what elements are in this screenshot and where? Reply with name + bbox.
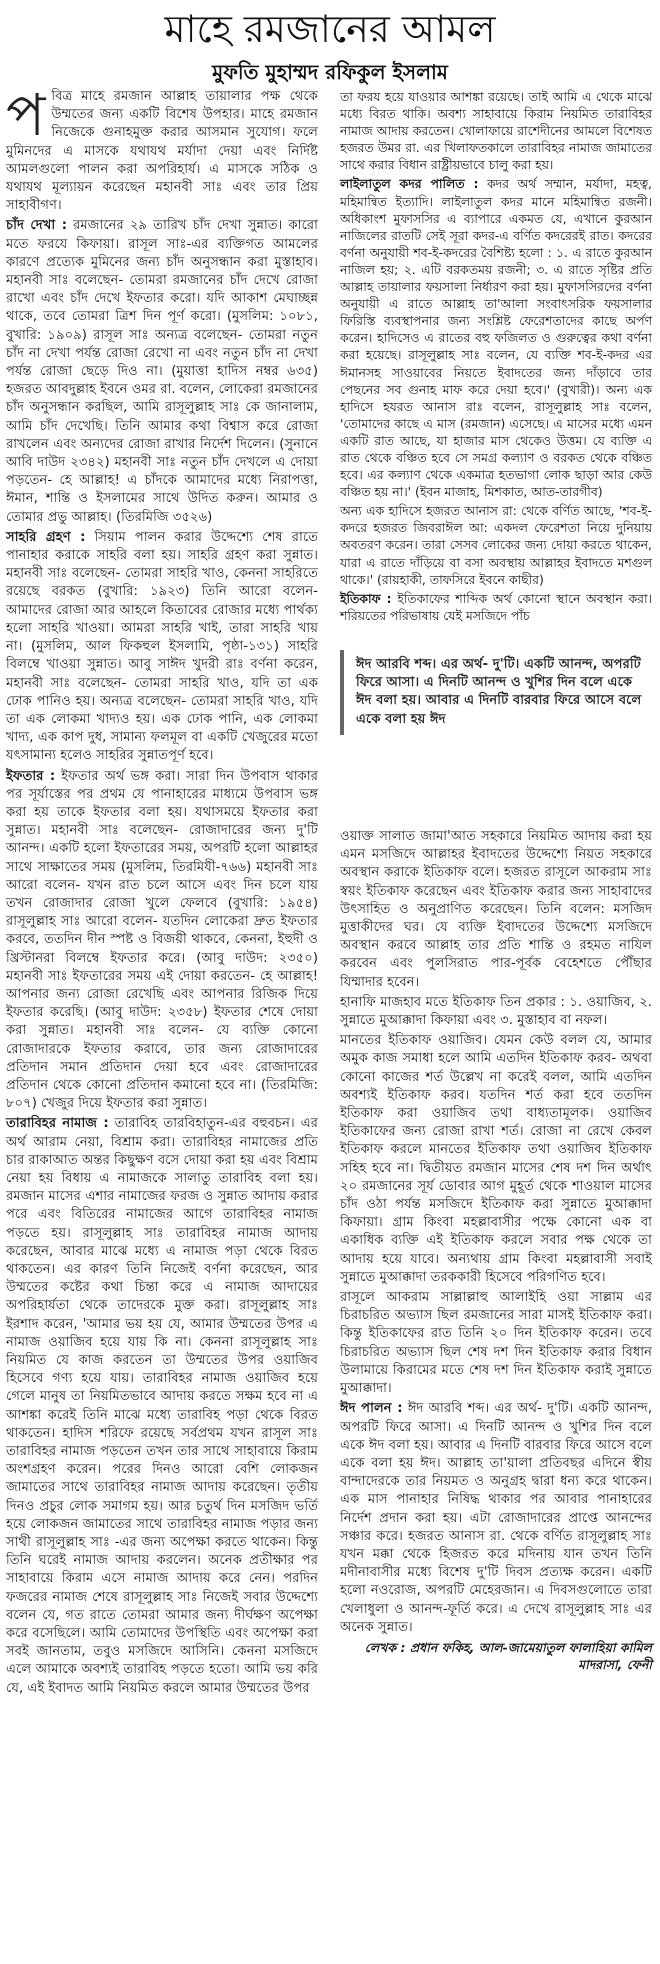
- taraweeh-continuation: তা ফরয হয়ে যাওয়ার আশঙ্কা রয়েছে। তাই আমি এ থেকে মাঝে মধ্যে বিরত থাকি। অবশ্য সাহাবায়ে কিরাম নিয়মিত তারাবিহর নামাজ আদায় করতেন। খোলাফায়ে রাশেদীনের আমলে বিশেষত হজরত উমর রা. এর খিলাফতকালে তারাবিহর নামাজ জামাতের সাথে করার বিধান রাষ্ট্রীয়ভাবে চালু করা হয়।: [340, 89, 652, 173]
- section-itikaf: [340, 590, 652, 624]
- right-column-upper: [340, 88, 652, 626]
- author-label: লেখক :: [364, 1639, 406, 1655]
- author-byline: মুফতি মুহাম্মদ রফিকুল ইসলাম: [212, 60, 448, 84]
- section-sehri-heading: সাহরি গ্রহণ :: [6, 529, 86, 545]
- section-qadr: [340, 175, 652, 500]
- section-moon-body: রমজানের ২৯ তারিখ চাঁদ দেখা সুন্নাত। কারো মতে ফরযে কিফায়া। রাসূল সাঃ-এর ব্যক্তিগত আমলের কারণে প্রত্যেক মুমিনের জন্য চাঁদ অনুসন্ধান করা মুস্তাহাব। মহানবী সাঃ বলেছেন- তোমরা রমজানের চাঁদ দেখে রোজা রাখো এবং চাঁদ দেখে ইফতার করো। যদি আকাশ মেঘাচ্ছন্ন থাকে, তবে তোমরা ত্রিশ দিন পূর্ণ করো। (মুসলিম: ১০৮১, বুখারি: ১৯০৯) রাসূল সাঃ অন্যত্র বলেছেন- তোমরা নতুন চাঁদ না দেখা পর্যন্ত রোজা রেখো না এবং নতুন চাঁদ না দেখা পর্যন্ত রোজা ছেড়ে দিও না। (মুয়াত্তা হাদিস নম্বর ৬৩৫) হজরত আবদুল্লাহ ইবনে ওমর রা. বলেন, লোকেরা রমজানের চাঁদ অনুসন্ধান করছিল, আমি রাসূলুল্লাহ সাঃ কে জানালাম, আমি চাঁদ দেখেছি। তিনি আমার কথা বিশ্বাস করে রোজা রাখলেন এবং অন্যদের রোজা রাখার নির্দেশ দিলেন। (সুনানে আবি দাউদ ২৩৪২) মহানবী সাঃ নতুন চাঁদ দেখলে এ দোয়া পড়তেন- হে আল্লাহ! এ চাঁদকে আমাদের মধ্যে নিরাপত্তা, ঈমান, শান্তি ও ইসলামের সাথে উদিত করুন। আমার ও তোমার প্রভু আল্লাহ। (তিরমিজি ৩৫২৬): [6, 218, 318, 525]
- section-iftar-body: ইফতার অর্থ ভঙ্গ করা। সারা দিন উপবাস থাকার পর সূর্যাস্তের পর প্রথম যে পানাহারের মাধ্যমে উপবাস ভঙ্গ করা হয় তাকে ইফতার বলা হয়। যথাসময়ে ইফতার করা সুন্নাত। মহানবী সাঃ বলেছেন- রোজাদারের জন্য দু'টি আনন্দ। একটি হলো ইফতারের সময়, অপরটি হলো আল্লাহর সাথে সাক্ষাতের সময় (মুসলিম, তিরমিযী-৭৬৬) মহানবী সাঃ আরো বলেন- যখন রাত চলে আসে এবং দিন চলে যায় তখন রোজাদার রোজা খুলে ফেলবে (বুখারি: ১৯৫৪) রাসূলুল্লাহ সাঃ আরো বলেন- যতদিন লোকেরা দ্রুত ইফতার করবে, ততদিন দীন স্পষ্ট ও বিজয়ী থাকবে, কেননা, ইহুদী ও খ্রিস্টানরা বিলম্বে ইফতার করে। (আবু দাউদ: ২৩৫০) মহানবী সাঃ ইফতারের সময় এই দোয়া করতেন- হে আল্লাহ! আপনার জন্য রোজা রেখেছি এবং আপনার রিজিক দিয়ে ইফতার করেছি। (আবু দাউদ: ২৩৫৮) ইফতার শেষে দোয়া করা সুন্নাত। মহানবী সাঃ বলেন- যে ব্যক্তি কোনো রোজাদারকে ইফতার করাবে, তার জন্য রোজাদারের প্রতিদান সমান প্রতিদান দেয়া হবে এবং রোজাদারের প্রতিদান থেকে কোনো প্রতিদান কমানো হবে না। (তিরমিজি: ৮০৭) খেজুর দিয়ে ইফতার করা সুন্নাত।: [6, 768, 318, 1112]
- section-taraweeh: [6, 1115, 318, 1698]
- section-itikaf-body: ইতিকাফের শাব্দিক অর্থ কোনো স্থানে অবস্থান করা। শরিয়তের পরিভাষায় যেই মসজিদে পাঁচ: [340, 590, 653, 623]
- itikaf-lower-2: হানাফি মাজহাব মতে ইতিকাফ তিন প্রকার : ১. ওয়াজিব, ২. সুন্নাতে মুআক্কাদা কিফায়া এবং ৩. মুস্তাহাব বা নফল।: [340, 994, 652, 1029]
- section-qadr-heading: লাইলাতুল কদর পালিত :: [340, 176, 479, 192]
- section-qadr-body: কদর অর্থ সম্মান, মর্যাদা, মহত্ব, মহিমান্বিত ইত্যাদি। লাইলাতুল কদর মানে মহিমান্বিত রজনী। অধিকাংশ মুফাসসির এ ব্যাপারে একমত যে, এখানে কুরআন নাজিলের রাতটি সেই সূরা কদর-এ বর্ণিত কদরেরই রাত। কদরের বর্ণনা অনুযায়ী শব-ই-কদরের বৈশিষ্ট্য হলো : ১. এ রাতে কুরআন নাজিল হয়; ২. এটি বরকতময় রজনী; ৩. এ রাতে সৃষ্টির প্রতি আল্লাহ তায়ালার ফয়সালা নির্ধারণ করা হয়। মুফাসসিরদের বর্ণনা অনুযায়ী এ রাতে আল্লাহ তা'আলা সংবাৎসরিক ফয়সালার ফিরিস্তি ব্যবস্থাপনার জন্য সংশ্লিষ্ট ফেরেশতাদের কাছে অর্পণ করেন। হাদিসেও এ রাতের বহু ফজিলত ও গুরুত্বের কথা বর্ণনা করা হয়েছে। রাসূলুল্লাহ সাঃ বলেন, যে ব্যক্তি শব-ই-কদর এর ঈমানসহ সাওয়াবের নিয়তে ইবাদতের জন্য দাঁড়াবে তার পেছনের সব গুনাহ মাফ করে দেয়া হবে।' (বুখারী)। অন্য এক হাদিসে হযরত আনাস রাঃ বলেন, রাসূলুল্লাহ সাঃ বলেন, 'তোমাদের কাছে এ মাস (রমজান) এসেছে। এ মাসের মধ্যে এমন একটি রাত আছে, যা হাজার মাস থেকেও উত্তম। যে ব্যক্তি এ রাত থেকে বঞ্চিত হবে সে সমগ্র কল্যাণ ও বরকত থেকে বঞ্চিত হবে। এর কল্যাণ থেকে একমাত্র হতভাগা লোক ছাড়া আর কেউ বঞ্চিত হয় না।' (ইবন মাজাহ, মিশকাত, আত-তারগীব): [340, 176, 652, 500]
- section-sehri-body: সিয়াম পালন করার উদ্দেশ্যে শেষ রাতে পানাহার করাকে সাহরি বলা হয়। সাহরি গ্রহণ করা সুন্নাত। মহানবী সাঃ বলেছেন- তোমরা সাহরি খাও, কেননা সাহরিতে রয়েছে বরকত (বুখারি: ১৯২৩) তিনি আরো বলেন- আমাদের রোজা আর আহলে কিতাবের রোজার মধ্যে পার্থক্য হলো সাহরি খাওয়া। আমরা সাহরি খাই, তারা সাহরি খায় না। (মুসলিম, আল ফিকহুল ইসলামি, পৃষ্ঠা-১৩১) সাহরি বিলম্বে খাওয়া সুন্নাত। আবু সাঈদ খুদরী রাঃ বর্ণনা করেন, মহানবী সাঃ বলেছেন- তোমরা সাহরি খাও, যদি তা এক ঢোক পানিও হয়। অন্যত্র বলেছেন- তোমরা সাহরি খাও, যদি তা এক লোকমা খাদ্যও হয়। এক ঢোক পানি, এক লোকমা খাদ্য, এক কাপ দুধ, সামান্য ফলমূল বা একটি খেজুরের মতো যৎসামান্য হলেও সাহরির সুন্নাতপূর্ণ হবে।: [6, 529, 319, 764]
- author-note: [340, 1639, 652, 1673]
- article-title: মাহে রমজানের আমল: [164, 7, 496, 51]
- pull-quote: ঈদ আরবি শব্দ। এর অর্থ- দু'টি। একটি আনন্দ, অপরটি ফিরে আসা। এ দিনটি আনন্দ ও খুশির দিন বলে একে ঈদ বলা হয়। আবার এ দিনটি বারবার ফিরে আসে বলে একে বলা হয় ঈদ: [340, 650, 652, 735]
- itikaf-lower-4: রাসূলে আকরাম সাল্লাল্লাহু আলাইহি ওয়া সাল্লাম এর চিরাচরিত অভ্যাস ছিল রমজানের সারা মাসই ইতিকাফ করা। কিন্তু ইতিকাফের রাত তিনি ২০ দিন ইতিকাফ করেন। তবে চিরাচরিত অভ্যাস ছিল শেষ দশ দিন ইতিকাফ করার বিধান উলামায়ে কিরামের মতে শেষ দশ দিন ইতিকাফ করাই সুন্নাতে মুআক্কাদা।: [340, 1290, 652, 1397]
- section-eid: [340, 1400, 652, 1637]
- section-eid-heading: ঈদ পালন :: [340, 1401, 403, 1417]
- section-taraweeh-body: তারাবিহ তারবিহাতুন-এর বহুবচন। এর অর্থ আরাম নেয়া, বিশ্রাম করা। তারাবিহর নামাজের প্রতি চার রাকাআত অন্তর কিছুক্ষণ বসে দোয়া করা হয় এবং বিশ্রাম নেয়া হয় বিধায় এ নামাজকে সালাতু তারাবিহ বলা হয়। রমজান মাসের এশার নামাজের ফরজ ও সুন্নাত আদায় করার পরে এবং বিতিরের নামাজের আগে তারাবিহর নামাজ পড়তে হয়। রাসূলুল্লাহ সাঃ তারাবিহর নামাজ আদায় করেছেন, আবার মাঝে মধ্যে এ নামাজ পড়া থেকে বিরত থাকতেন। এর কারণ তিনি নিজেই বর্ণনা করেছেন, আর উম্মতের কষ্টের কথা চিন্তা করে এ নামাজ আদায়ের অপরিহার্যতা থেকে তাদেরকে মুক্ত করা। রাসূলুল্লাহ সাঃ ইরশাদ করেন, 'আমার ভয় হয় যে, আমার উম্মতের উপর এ নামাজ ওয়াজিব হয়ে যায় কি না। কেননা রাসূলুল্লাহ সাঃ নিয়মিত যে কাজ করতেন তা উম্মতের উপর ওয়াজিব হিসেবে গণ্য হয়ে যায়। তারাবিহর নামাজ ওয়াজিব হয়ে গেলে মানুষ তা নিয়মিতভাবে আদায় করতে সক্ষম হবে না এ আশঙ্কা করেই তিনি মাঝে মধ্যে তারাবিহ পড়া থেকে বিরত থাকতেন। হাদিস শরিফে রয়েছে সর্বপ্রথম যখন রাসূল সাঃ তারাবিহর নামাজ পড়তেন তখন তার সাথে সাহাবায়ে কিরাম অংশগ্রহণ করেন। পরের দিনও আরো বেশি লোকজন জামাতের সাথে তারাবিহর নামাজ আদায় করেছেন। তৃতীয় দিনও প্রচুর লোক সমাগম হয়। আর চতুর্থ দিন মসজিদ ভর্তি হয়ে লোকজন জামাতের সাথে তারাবিহর নামাজ পড়ার জন্য সাথী রাসূলুল্লাহ সাঃ -এর জন্য অপেক্ষা করতে থাকেন। কিন্তু তিনি ঘরেই নামাজ আদায় করলেন। অনেক প্রতীক্ষার পর সাহাবায়ে কিরাম এসে নামাজ আদায় করে নেন। পরদিন ফজরের নামাজ শেষে রাসূলুল্লাহ সাঃ নিজেই সবার উদ্দেশ্যে বলেন যে, গত রাতে তোমরা আমার জন্য দীর্ঘক্ষণ অপেক্ষা করে বসেছিলে। আমি তোমাদের উপস্থিতি এবং অপেক্ষা করা সবই জানতাম, তবুও মসজিদে আসিনি। কেননা মসজিদে এলে আমাকে অবশ্যই তারাবিহ পড়তে হতো। আমি ভয় করি যে, এই ইবাদত আমি নিয়মিত করলে আমার উম্মতের উপর: [6, 1116, 318, 1696]
- section-taraweeh-heading: তারাবিহর নামাজ :: [6, 1116, 109, 1132]
- author-text: প্রধান ফকিহ, আল-জামেয়াতুল ফালাহিয়া কামিল মাদরাসা, ফেনী: [409, 1639, 652, 1672]
- section-qadr-body2: অন্য এক হাদিসে হজরত আনাস রা: থেকে বর্ণিত আছে, 'শব-ই-কদরে হজরত জিবরাঈল আ: একদল ফেরেশতা নিয়ে দুনিয়ায় অবতরণ করেন। তারা সেসব লোকের জন্য দোয়া করতে থাকেন, যারা এ রাতে দাঁড়িয়ে বা বসা অবস্থায় আল্লাহর ইবাদতে মশগুল থাকে।' (রায়হাকী, তাফসিরে ইবনে কাছীর): [340, 503, 652, 587]
- section-moon-heading: চাঁদ দেখা :: [6, 218, 68, 234]
- section-moon: [6, 217, 318, 526]
- itikaf-lower-3: মানতের ইতিকাফ ওয়াজিব। যেমন কেউ বলল যে, আমার অমুক কাজ সমাধা হলে আমি এতদিন ইতিকাফ করব- অথবা কোনো কাজের শর্ত উল্লেখ না করেই বলল, আমি এতদিন অবশ্যই ইতিকাফ করব। যতদিন শর্ত করা হবে ততদিন ইতিকাফ করা ওয়াজিব তথা বাধ্যতামূলক। ওয়াজিব ইতিকাফের জন্য রোজা রাখা শর্ত। রোজা না রেখে কেবল ইতিকাফ করলে মানতের ইতিকাফ তথা ওয়াজিব ইতিকাফ সহিহ হবে না। দ্বিতীয়ত রমজান মাসের শেষ দশ দিন অর্থাৎ ২০ রমজানের সূর্য ডোবার আগ মুহূর্ত থেকে শাওয়াল মাসের চাঁদ ওঠা পর্যন্ত মসজিদে ইতিকাফ করা সুন্নাতে মুআক্কাদা কিফায়া। গ্রাম কিংবা মহল্লাবাসীর পক্ষে কোনো এক বা একাধিক ব্যক্তি এই ইতিকাফ করলে সবার পক্ষ থেকে তা আদায় হয়ে যাবে। অন্যথায় গ্রাম কিংবা মহল্লাবাসী সবাই সুন্নাতে মুআক্কাদা তরককারী হিসেবে পরিগণিত হবে।: [340, 1033, 652, 1285]
- section-iftar: [6, 768, 318, 1114]
- intro-text: বিত্র মাহে রমজান আল্লাহ তায়ালার পক্ষ থেকে উম্মতের জন্য একটি বিশেষ উপহার। মাহে রমজান নিজেকে গুনাহমুক্ত করার আসমান সুযোগ। ফলে মুমিনদের এ মাসকে যথাযথ মর্যাদা দেয়া এবং নির্দিষ্ট আমলগুলো পালন করা অপরিহার্য। এ মাসকে সঠিক ও যথাযথ মূল্যায়ন করেছেন মহানবী সাঃ এবং তার প্রিয় সাহাবীগণ।: [6, 89, 318, 214]
- dropcap: প: [6, 81, 46, 149]
- section-iftar-heading: ইফতার :: [6, 768, 56, 784]
- left-column: [6, 81, 319, 1958]
- section-sehri: [6, 529, 318, 766]
- itikaf-lower-1: ওয়াক্ত সালাত জামা'আত সহকারে নিয়মিত আদায় করা হয় এমন মসজিদে আল্লাহর ইবাদতের উদ্দেশ্যে নিয়ত সহকারে অবস্থান করাকে ইতিকাফ বলে। হজরত রাসূলে আকরাম সাঃ স্বয়ং ইতিকাফ করেছেন এবং ইতিকাফ করার জন্য সাহাবাদের উৎসাহিত ও অনুপ্রাণিত করেছেন। তিনি বলেন: মসজিদ মুত্তাকীদের ঘর। যে ব্যক্তি ইবাদতের উদ্দেশ্যে মসজিদে অবস্থান করবে আল্লাহ তার প্রতি শান্তি ও রহমত নাযিল করবেন এবং পুলসিরাত পার-পূর্বক বেহেশতে পৌঁছার যিম্মাদার হবেন।: [340, 829, 652, 990]
- intro-paragraph: [6, 81, 318, 215]
- section-eid-body: ঈদ আরবি শব্দ। এর অর্থ- দু'টি। একটি আনন্দ, অপরটি ফিরে আসা। এ দিনটি আনন্দ ও খুশির দিন বলে একে ঈদ বলা হয়। আবার এ দিনটি বারবার ফিরে আসে বলে একে বলা হয় ঈদ। আল্লাহ তা'য়ালা প্রতিবছর এদিনে স্বীয় বান্দাদেরকে তার নিয়মত ও অনুগ্রহ দ্বারা ধন্য করে থাকেন। এক মাস পানাহার নিষিদ্ধ থাকার পর আবার পানাহারের নির্দেশ প্রদান করা হয়। এটা রোজাদারের প্রাপ্তে আনন্দের সঞ্চার করে। হজরত আনাস রা. থেকে বর্ণিত রাসূলুল্লাহ সাঃ যখন মক্কা থেকে হিজরত করে মদিনায় যান তখন তিনি মদীনাবাসীর মধ্যে বিশেষ দু'টি দিবস প্রত্যক্ষ করেন। একটি হলো নওরোজ, অপরটি মেহেরজান। এ দিবসগুলোতে তারা খেলাধুলা ও আনন্দ-ফূর্তি করে। এ দেখে রাসূলুল্লাহ সাঃ এর অনেক সুন্নাত।: [340, 1401, 653, 1635]
- section-itikaf-heading: ইতিকাফ :: [340, 590, 392, 606]
- right-column-lower: [340, 828, 652, 1675]
- right-column: [340, 88, 652, 1958]
